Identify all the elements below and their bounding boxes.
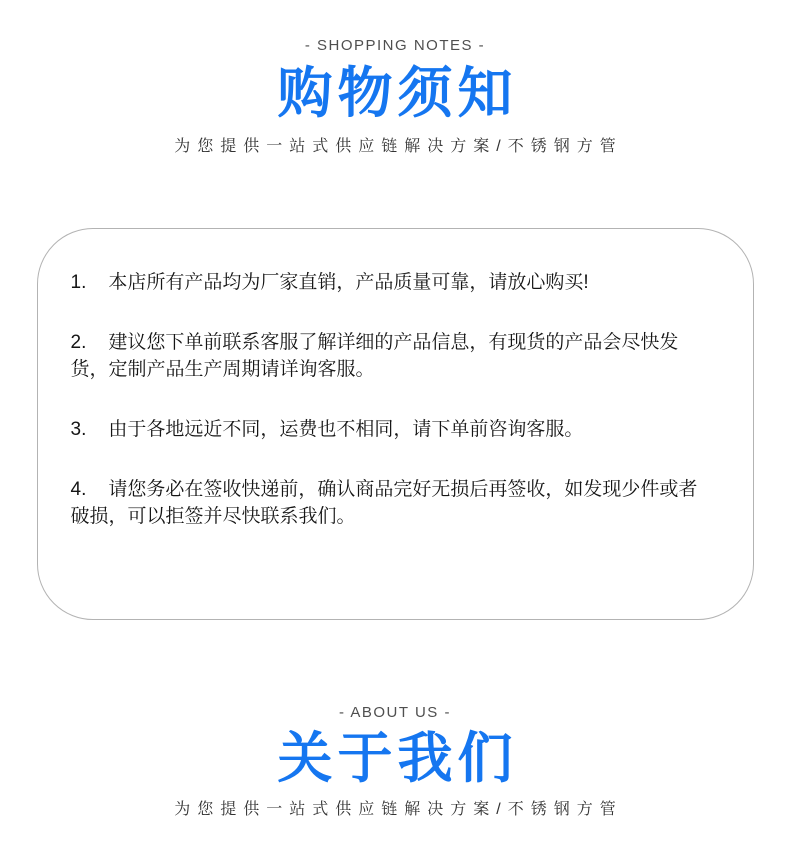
shopping-notes-subtitle: 为您提供一站式供应链解决方案/不锈钢方管 [174, 138, 623, 155]
note-item-3 [71, 416, 712, 443]
note-text: 本店所有产品均为厂家直销，产品质量可靠，请放心购买! [108, 272, 589, 293]
note-number: 3. [70, 419, 87, 440]
note-item-1 [71, 269, 712, 296]
note-item-4 [71, 476, 712, 530]
notes-box [37, 228, 754, 620]
shopping-notes-eyebrow: - SHOPPING NOTES - [304, 37, 486, 54]
note-number: 4. [70, 479, 87, 500]
note-item-2 [71, 329, 712, 383]
about-us-title: 关于我们 [277, 727, 518, 789]
note-text: 由于各地远近不同，运费也不相同，请下单前咨询客服。 [108, 419, 584, 440]
note-text: 建议您下单前联系客服了解详细的产品信息，有现货的产品会尽快发货，定制产品生产周期请详询客服。 [70, 332, 679, 380]
note-text: 请您务必在签收快递前，确认商品完好无损后再签收，如发现少件或者破损，可以拒签并尽快联系我们。 [70, 479, 698, 527]
note-number: 1. [70, 272, 87, 293]
note-number: 2. [70, 332, 87, 353]
about-us-subtitle: 为您提供一站式供应链解决方案/不锈钢方管 [174, 801, 623, 818]
shopping-notes-title: 购物须知 [277, 62, 518, 124]
about-us-eyebrow: - ABOUT US - [339, 704, 451, 721]
